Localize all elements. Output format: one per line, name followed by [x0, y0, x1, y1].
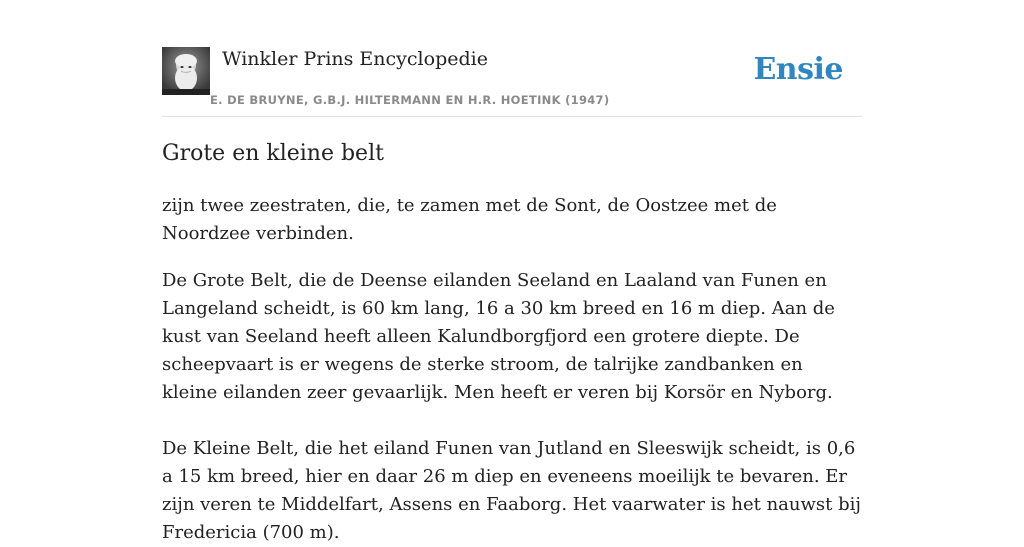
publication-title[interactable]: Winkler Prins Encyclopedie	[222, 48, 488, 70]
publication-avatar[interactable]	[162, 47, 210, 95]
ensie-logo-link[interactable]: Ensie	[753, 52, 843, 87]
publication-header	[162, 46, 862, 117]
article-body	[162, 192, 862, 547]
article-paragraph: De Kleine Belt, die het eiland Funen van Jutland en Sleeswijk scheidt, is 0,6 a 15 km breed, hier en daar 26 m diep en eveneens moeilijk te bevaren. Er zijn veren te Middelfart, Assens en Faaborg. Het vaarwater is het nauwst bij Fredericia (700 m).	[162, 438, 861, 543]
article-paragraph: zijn twee zeestraten, die, te zamen met de Sont, de Oostzee met de Noordzee verbinden.	[162, 195, 777, 244]
publication-authors: E. DE BRUYNE, G.B.J. HILTERMANN EN H.R. HOETINK (1947)	[210, 93, 610, 107]
article-paragraph: De Grote Belt, die de Deense eilanden Seeland en Laaland van Funen en Langeland scheidt, is 60 km lang, 16 a 30 km breed en 16 m diep. Aan de kust van Seeland heeft alleen Kalundborgfjord een grotere diepte. De scheepvaart is er wegens de sterke stroom, de talrijke zandbanken en kleine eilanden zeer gevaarlijk. Men heeft er veren bij Korsör en Nyborg.	[162, 270, 835, 403]
article-title: Grote en kleine belt	[162, 141, 384, 166]
bearded-man-portrait-icon	[162, 47, 210, 95]
